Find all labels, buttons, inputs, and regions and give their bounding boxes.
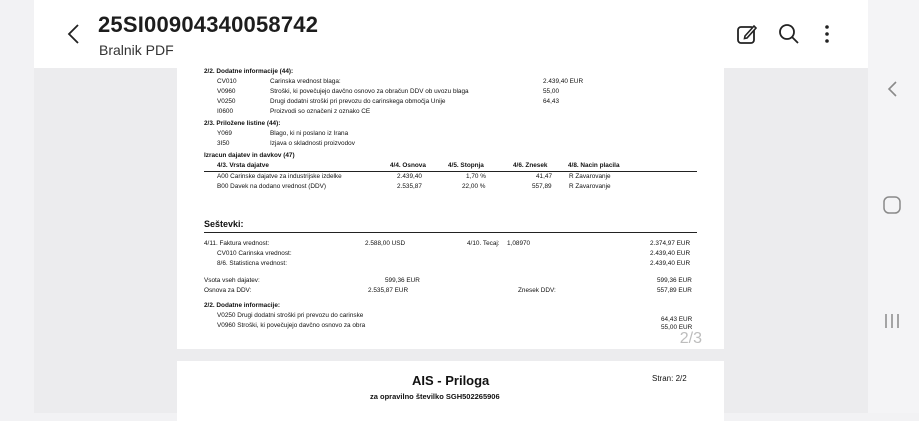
nav-home-icon[interactable] (882, 195, 902, 215)
extra-value: 64,43 EUR (661, 316, 693, 323)
info-code: I0600 (217, 108, 233, 115)
stat-value: 2.439,40 EUR (650, 260, 691, 267)
tax-cell: R Zavarovanje (569, 183, 611, 190)
table-header: 4/4. Osnova (390, 162, 426, 169)
section-title: 2/3. Priložene listine (44): (204, 120, 281, 127)
vsota-right: 599,36 EUR (657, 277, 692, 284)
extra-desc: V0960 Stroški, ki povečujejo davčno osnovo za obra (217, 322, 366, 329)
table-header: 4/5. Stopnja (448, 162, 484, 169)
app-header (34, 0, 868, 68)
faktura-label: 4/11. Faktura vrednost: (204, 240, 270, 247)
info-code: V0250 (217, 98, 236, 105)
info-value: 55,00 (543, 88, 559, 95)
tax-cell: 557,89 (532, 183, 552, 190)
sums-title: Seštevki: (204, 219, 244, 229)
pdf-page-2[interactable] (177, 68, 724, 349)
faktura-eur: 2.374,97 EUR (650, 240, 691, 247)
extra-desc: V0250 Drugi dodatni stroški pri prevozu do carinske (217, 312, 364, 319)
info-value: 64,43 (543, 98, 559, 105)
edit-icon[interactable] (735, 22, 759, 46)
znesek-value: 557,89 EUR (657, 287, 692, 294)
stat-label: 8/6. Statisticna vrednost: (217, 260, 287, 267)
page2-subtitle: za opravilno številko SGH502265906 (370, 392, 500, 401)
cv010-label: CV010 Carinska vrednost: (217, 250, 292, 257)
vsota-value: 599,36 EUR (385, 277, 420, 284)
tax-cell: R Zavarovanje (569, 173, 611, 180)
table-header: 4/8. Nacin placila (568, 162, 620, 169)
info-desc: Carinska vrednost blaga: (270, 78, 341, 85)
table-header: 4/3. Vrsta dajatve (217, 162, 269, 169)
tax-cell: 22,00 % (462, 183, 486, 190)
section-title: Izracun dajatev in davkov (47) (204, 152, 295, 159)
info-code: V0960 (217, 88, 236, 95)
chevron-left-icon[interactable] (62, 22, 86, 46)
faktura-value: 2.588,00 USD (365, 240, 406, 247)
cv010-value: 2.439,40 EUR (650, 250, 691, 257)
info-desc: Drugi dodatni stroški pri prevozu do carinskega območja Unije (270, 98, 446, 105)
search-icon[interactable] (777, 22, 801, 46)
doc-code: Y069 (217, 130, 232, 137)
section-title: 2/2. Dodatne informacije (44): (204, 68, 294, 75)
table-rule (204, 171, 697, 172)
app-subtitle: Bralnik PDF (99, 42, 174, 58)
tecaj-value: 1,08970 (507, 240, 531, 247)
sums-rule (204, 232, 697, 233)
info-desc: Stroški, ki povečujejo davčno osnovo za obračun DDV ob uvozu blaga (270, 88, 469, 95)
znesek-label: Znesek DDV: (518, 287, 556, 294)
more-vert-icon[interactable] (815, 22, 839, 46)
tax-cell: 1,70 % (466, 173, 486, 180)
doc-code: 3I50 (217, 140, 230, 147)
page2-number: Stran: 2/2 (652, 374, 687, 383)
tax-cell: A00 Carinske dajatve za industrijske izdelke (217, 173, 342, 180)
pdf-page-3[interactable] (177, 361, 724, 421)
doc-desc: Izjava o skladnosti proizvodov (270, 140, 355, 147)
doc-desc: Blago, ki ni poslano iz Irana (270, 130, 349, 137)
system-nav-bar (868, 0, 919, 413)
page2-title: AIS - Priloga (412, 373, 490, 388)
section-title: 2/2. Dodatne informacije: (204, 302, 280, 309)
document-title: 25SI00904340058742 (98, 12, 319, 37)
nav-back-icon[interactable] (885, 80, 901, 98)
osnova-value: 2.535,87 EUR (368, 287, 409, 294)
table-header: 4/6. Znesek (513, 162, 548, 169)
tax-cell: B00 Davek na dodano vrednost (DDV) (217, 183, 327, 190)
osnova-label: Osnova za DDV: (204, 287, 252, 294)
tecaj-label: 4/10. Tecaj: (467, 240, 500, 247)
page-indicator: 2/3 (679, 330, 702, 347)
tax-cell: 41,47 (536, 173, 552, 180)
extra-value: 55,00 EUR (661, 324, 693, 331)
pdf-reader-app (34, 0, 868, 413)
vsota-label: Vsota vseh dajatev: (204, 277, 260, 284)
info-desc: Proizvodi so označeni z oznako CE (270, 108, 371, 115)
tax-cell: 2.439,40 (397, 173, 422, 180)
nav-recents-icon[interactable] (883, 312, 901, 330)
tax-cell: 2.535,87 (397, 183, 422, 190)
info-code: CV010 (217, 78, 237, 85)
info-value: 2.439,40 EUR (543, 78, 584, 85)
